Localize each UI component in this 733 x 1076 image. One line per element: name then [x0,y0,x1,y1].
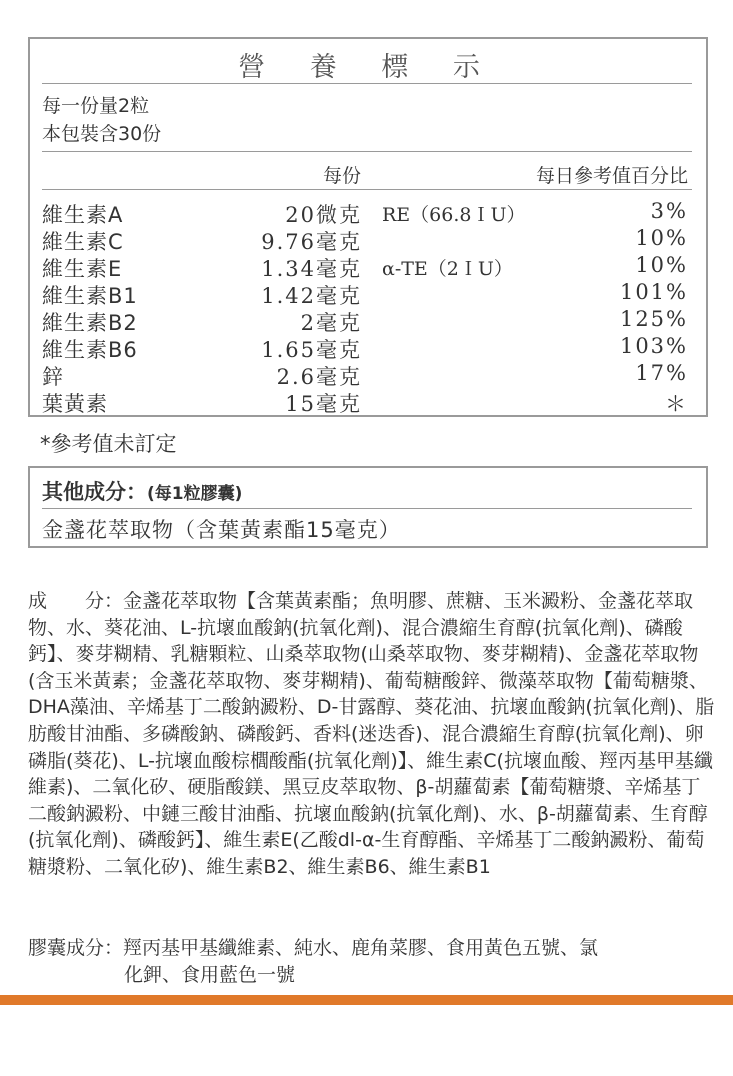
nutrient-daily-percent: 10% [635,253,688,277]
nutrient-daily-percent: ＊ [665,392,688,416]
footnote: *參考值未訂定 [40,432,177,456]
other-ingredients-heading [42,476,242,506]
nutrition-facts-panel [28,37,708,417]
divider [42,151,692,152]
nutrient-daily-percent: 103% [619,334,688,358]
nutrient-row [42,280,692,306]
serving-size: 每一份量2粒 [42,95,150,117]
nutrient-row [42,388,692,414]
nutrient-name: 維生素A [42,203,124,227]
capsule-ingredients [28,935,718,986]
nutrient-unit-note: α-TE（2ＩU） [382,258,513,280]
servings-per-package: 本包裝含30份 [42,123,162,145]
other-ingredients-heading-label: 其他成分： [42,480,147,504]
other-ingredients-heading-sub: (每1粒膠囊) [147,484,243,504]
nutrient-amount: 9.76毫克 [261,230,362,254]
nutrient-amount: 15毫克 [285,392,362,416]
nutrient-name: 鋅 [42,365,64,389]
nutrient-amount: 2.6毫克 [276,365,362,389]
nutrient-unit-note: RE（66.8ＩU） [382,204,526,226]
ingredients-paragraph [28,588,718,881]
nutrient-name: 維生素B6 [42,338,138,362]
nutrient-row [42,361,692,387]
accent-bar [0,995,733,1005]
divider [42,508,692,509]
nutrient-daily-percent: 17% [635,361,688,385]
nutrient-row [42,226,692,252]
ingredients-text: 金盞花萃取物【含葉黃素酯；魚明膠、蔗糖、玉米澱粉、金盞花萃取物、水、葵花油、L-抗壞血酸鈉(抗氧化劑)、混合濃縮生育醇(抗氧化劑)、磷酸鈣】、麥芽糊精、乳糖顆粒、山桑萃取物(山桑萃取物、麥芽糊精)、金盞花萃取物(含玉米黃素；金盞花萃取物、麥芽糊精)、葡萄糖酸鋅、微藻萃取物【葡萄糖漿、DHA藻油、辛烯基丁二酸鈉澱粉、D-甘露醇、葵花油、抗壞血酸鈉(抗氧化劑)、脂肪酸甘油酯、多磷酸鈉、磷酸鈣、香料(迷迭香)、混合濃縮生育醇(抗氧化劑)、卵磷脂(葵花)、L-抗壞血酸棕櫚酸酯(抗氧化劑)】、維生素C(抗壞血酸、羥丙基甲基纖維素)、二氧化矽、硬脂酸鎂、黑豆皮萃取物、β-胡蘿蔔素【葡萄糖漿、辛烯基丁二酸鈉澱粉、中鏈三酸甘油酯、抗壞血酸鈉(抗氧化劑)、水、β-胡蘿蔔素、生育醇(抗氧化劑)、磷酸鈣】、維生素E(乙酸dl-α-生育醇酯、辛烯基丁二酸鈉澱粉、葡萄糖漿粉、二氧化矽)、維生素B2、維生素B6、維生素B1 [28,590,715,878]
nutrient-daily-percent: 3% [650,199,688,223]
column-header-daily-value: 每日參考值百分比 [535,165,688,187]
nutrient-amount: 1.65毫克 [261,338,362,362]
nutrient-row [42,307,692,333]
nutrient-name: 維生素B1 [42,284,138,308]
other-ingredients-value: 金盞花萃取物（含葉黃素酯15毫克） [42,518,401,542]
nutrient-name: 維生素E [42,257,123,281]
capsule-text-line1: 羥丙基甲基纖維素、純水、鹿角菜膠、食用黃色五號、氯 [123,937,599,959]
capsule-text-line2: 化鉀、食用藍色一號 [124,963,296,986]
nutrient-amount: 1.34毫克 [261,257,362,281]
nutrient-row [42,253,692,279]
nutrient-name: 維生素C [42,230,124,254]
other-ingredients-box [28,466,708,548]
nutrient-row [42,334,692,360]
nutrient-daily-percent: 10% [635,226,688,250]
nutrition-title: 營 養 標 示 [238,52,498,83]
nutrient-name: 維生素B2 [42,311,138,335]
nutrient-amount: 2毫克 [300,311,362,335]
nutrient-name: 葉黃素 [42,392,108,416]
ingredients-label: 成 分： [28,590,124,612]
divider [42,83,692,84]
nutrient-daily-percent: 101% [619,280,688,304]
capsule-label: 膠囊成分： [28,937,124,959]
nutrient-amount: 20微克 [285,203,362,227]
nutrient-amount: 1.42毫克 [261,284,362,308]
divider [42,189,692,190]
nutrient-row [42,199,692,225]
column-header-per-serving: 每份 [323,165,362,187]
nutrient-daily-percent: 125% [619,307,688,331]
